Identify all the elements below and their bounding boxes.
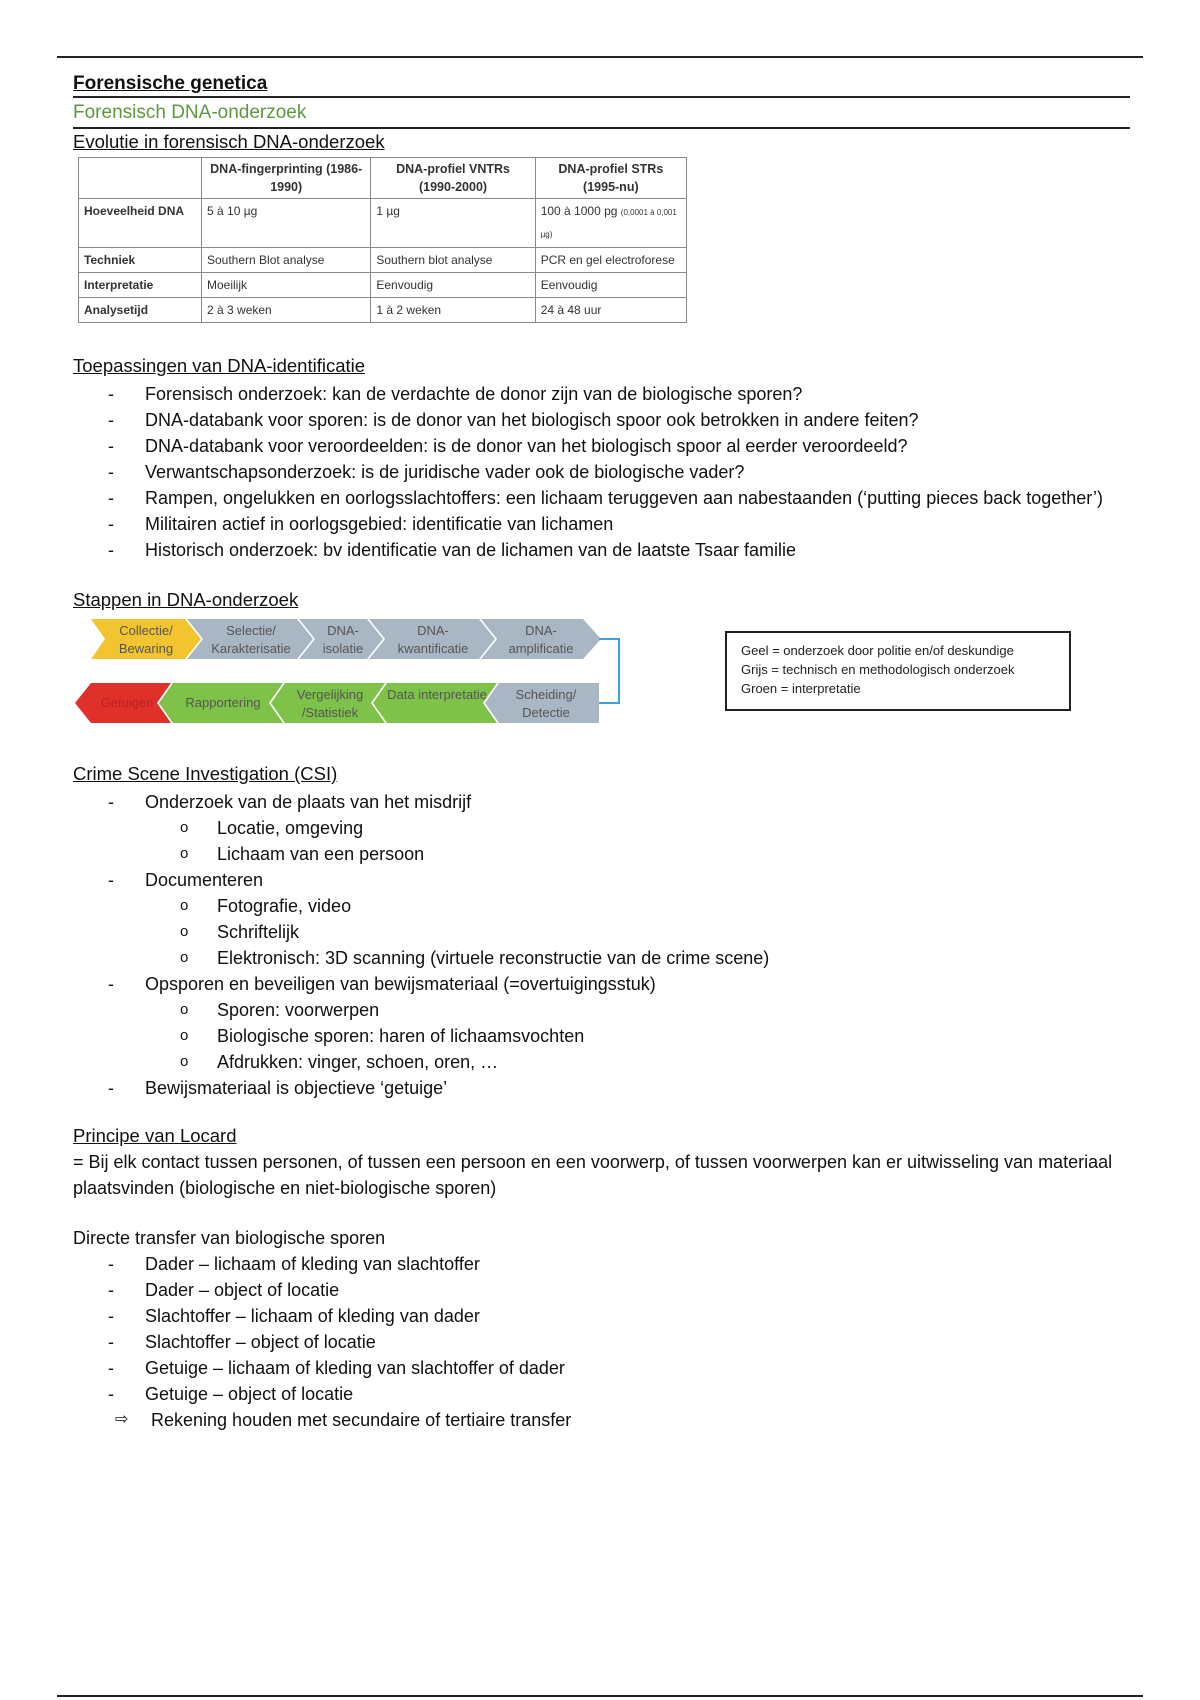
list-item-text: Onderzoek van de plaats van het misdrijf xyxy=(145,792,472,812)
legend-line: Geel = onderzoek door politie en/of deskundige xyxy=(741,643,1014,658)
table-cell-value: 100 à 1000 pg xyxy=(540,204,618,218)
transfer-conclusion-text: Rekening houden met secundaire of tertiaire transfer xyxy=(151,1410,572,1430)
list-item: - DNA-databank voor veroordeelden: is de donor van het biologisch spoor al eerder veroordeeld? xyxy=(73,433,1133,459)
evolution-heading: Evolutie in forensisch DNA-onderzoek xyxy=(73,131,385,152)
step-label-vergelijking: Vergelijking /Statistiek xyxy=(296,687,364,720)
evolution-table xyxy=(78,157,687,323)
list-item xyxy=(73,971,1133,1075)
step-label-collectie: Collectie/ Bewaring xyxy=(118,623,174,656)
list-item: - Verwantschapsonderzoek: is de juridische vader ook de biologische vader? xyxy=(73,459,1133,485)
transfer-heading: Directe transfer van biologische sporen xyxy=(73,1228,386,1248)
sub-list-item-text: Afdrukken: vinger, schoen, oren, … xyxy=(217,1052,499,1072)
table-row xyxy=(79,199,687,248)
sub-list xyxy=(145,815,1133,867)
step-label-amplificatie: DNA- amplificatie xyxy=(508,623,574,656)
table-cell: 5 à 10 µg xyxy=(202,199,371,248)
circle-bullet-icon: o xyxy=(180,1001,189,1018)
table-cell-note: (0,0001 à 0,001 µg) xyxy=(540,208,677,239)
steps-legend xyxy=(725,631,1071,711)
table-cell: Eenvoudig xyxy=(535,273,686,298)
step-label-selectie: Selectie/ Karakterisatie xyxy=(211,623,291,656)
table-header-row xyxy=(79,158,687,199)
sub-list-item-text: Sporen: voorwerpen xyxy=(217,1000,380,1020)
list-item: - Militairen actief in oorlogsgebied: identificatie van lichamen xyxy=(73,511,1133,537)
circle-bullet-icon: o xyxy=(180,1027,189,1044)
step-label-rapportering: Rapportering xyxy=(185,695,261,710)
steps-heading: Stappen in DNA-onderzoek xyxy=(73,589,299,610)
table-row-header: Hoeveelheid DNA xyxy=(79,199,202,248)
sub-list-item xyxy=(145,945,1133,971)
circle-bullet-icon: o xyxy=(180,897,189,914)
list-item: - Getuige – lichaam of kleding van slachtoffer of dader xyxy=(73,1355,1133,1381)
list-item: - Slachtoffer – object of locatie xyxy=(73,1329,1133,1355)
table-cell: Moeilijk xyxy=(202,273,371,298)
step-label-kwantificatie: DNA- kwantificatie xyxy=(397,623,469,656)
step-label-getuigen: Getuigen xyxy=(100,695,154,710)
table-cell: Eenvoudig xyxy=(371,273,535,298)
bottom-rule xyxy=(57,1695,1143,1697)
sub-list-item-text: Elektronisch: 3D scanning (virtuele reconstructie van de crime scene) xyxy=(217,948,770,968)
right-arrow-icon: ⇨ xyxy=(115,1411,129,1428)
list-item: - Getuige – object of locatie xyxy=(73,1381,1133,1407)
circle-bullet-icon: o xyxy=(180,1053,189,1070)
list-item: - Dader – object of locatie xyxy=(73,1277,1133,1303)
table-header-cell: DNA-profiel VNTRs (1990-2000) xyxy=(371,158,535,199)
sub-list xyxy=(145,893,1133,971)
table-cell: 2 à 3 weken xyxy=(202,298,371,323)
sub-list-item-text: Biologische sporen: haren of lichaamsvochten xyxy=(217,1026,585,1046)
table-row xyxy=(79,298,687,323)
sub-list xyxy=(145,997,1133,1075)
table-header-cell xyxy=(79,158,202,199)
legend-line: Grijs = technisch en methodologisch onderzoek xyxy=(741,662,1015,677)
sub-list-item xyxy=(145,815,1133,841)
transfer-list xyxy=(73,1251,1133,1407)
sub-list-item xyxy=(145,1049,1133,1075)
list-item: - DNA-databank voor sporen: is de donor van het biologisch spoor ook betrokken in andere feiten? xyxy=(73,407,1133,433)
csi-heading: Crime Scene Investigation (CSI) xyxy=(73,763,338,784)
sub-list-item-text: Locatie, omgeving xyxy=(217,818,364,838)
sub-list-item-text: Lichaam van een persoon xyxy=(217,844,425,864)
table-cell: PCR en gel electroforese xyxy=(535,248,686,273)
circle-bullet-icon: o xyxy=(180,845,189,862)
sub-list-item xyxy=(145,919,1133,945)
circle-bullet-icon: o xyxy=(180,923,189,940)
document-title: Forensische genetica xyxy=(73,73,268,94)
list-item-text: Opsporen en beveiligen van bewijsmateriaal (=overtuigingsstuk) xyxy=(145,974,656,994)
list-item: - Forensisch onderzoek: kan de verdachte de donor zijn van de biologische sporen? xyxy=(73,381,1133,407)
table-cell: 24 à 48 uur xyxy=(535,298,686,323)
step-label-isolatie: DNA- isolatie xyxy=(322,623,364,656)
table-row xyxy=(79,248,687,273)
list-item: - Dader – lichaam of kleding van slachtoffer xyxy=(73,1251,1133,1277)
transfer-conclusion xyxy=(73,1407,1133,1433)
applications-heading: Toepassingen van DNA-identificatie xyxy=(73,355,366,376)
list-item xyxy=(73,789,1133,867)
table-cell xyxy=(535,199,686,248)
list-item: - Historisch onderzoek: bv identificatie van de lichamen van de laatste Tsaar familie xyxy=(73,537,1133,563)
applications-list xyxy=(73,381,1133,563)
sub-list-item-text: Schriftelijk xyxy=(217,922,300,942)
sub-list-item-text: Fotografie, video xyxy=(217,896,352,916)
table-cell: Southern blot analyse xyxy=(371,248,535,273)
steps-diagram xyxy=(73,617,1133,749)
list-item: - Slachtoffer – lichaam of kleding van dader xyxy=(73,1303,1133,1329)
table-row-header: Interpretatie xyxy=(79,273,202,298)
sub-list-item xyxy=(145,841,1133,867)
sub-list-item xyxy=(145,1023,1133,1049)
table-row xyxy=(79,273,687,298)
table-row-header: Techniek xyxy=(79,248,202,273)
circle-bullet-icon: o xyxy=(180,819,189,836)
sub-list-item xyxy=(145,997,1133,1023)
table-row-header: Analysetijd xyxy=(79,298,202,323)
top-rule xyxy=(57,56,1143,58)
table-cell: Southern Blot analyse xyxy=(202,248,371,273)
circle-bullet-icon: o xyxy=(180,949,189,966)
sub-list-item xyxy=(145,893,1133,919)
list-item: - Rampen, ongelukken en oorlogsslachtoffers: een lichaam teruggeven aan nabestaanden (‘putting pieces back together’) xyxy=(73,485,1133,511)
table-header-cell: DNA-profiel STRs (1995-nu) xyxy=(535,158,686,199)
table-cell: 1 à 2 weken xyxy=(371,298,535,323)
list-item xyxy=(73,1075,1133,1101)
document-subtitle: Forensisch DNA-onderzoek xyxy=(73,102,307,123)
list-item-text: Documenteren xyxy=(145,870,264,890)
list-item xyxy=(73,867,1133,971)
legend-line: Groen = interpretatie xyxy=(741,681,861,696)
step-label-scheiding: Scheiding/ Detectie xyxy=(515,687,577,720)
step-label-interpretatie: Data interpretatie xyxy=(387,687,487,702)
locard-definition: = Bij elk contact tussen personen, of tussen een persoon en een voorwerp, of tussen voorwerpen kan er uitwisseling van materiaal plaatsvinden (biologische en niet-biologische sporen) xyxy=(73,1152,1113,1198)
table-header-cell: DNA-fingerprinting (1986-1990) xyxy=(202,158,371,199)
locard-heading: Principe van Locard xyxy=(73,1125,237,1146)
list-item-text: Bewijsmateriaal is objectieve ‘getuige’ xyxy=(145,1078,448,1098)
document-page xyxy=(73,72,1133,1433)
table-cell: 1 µg xyxy=(371,199,535,248)
csi-list xyxy=(73,789,1133,1101)
